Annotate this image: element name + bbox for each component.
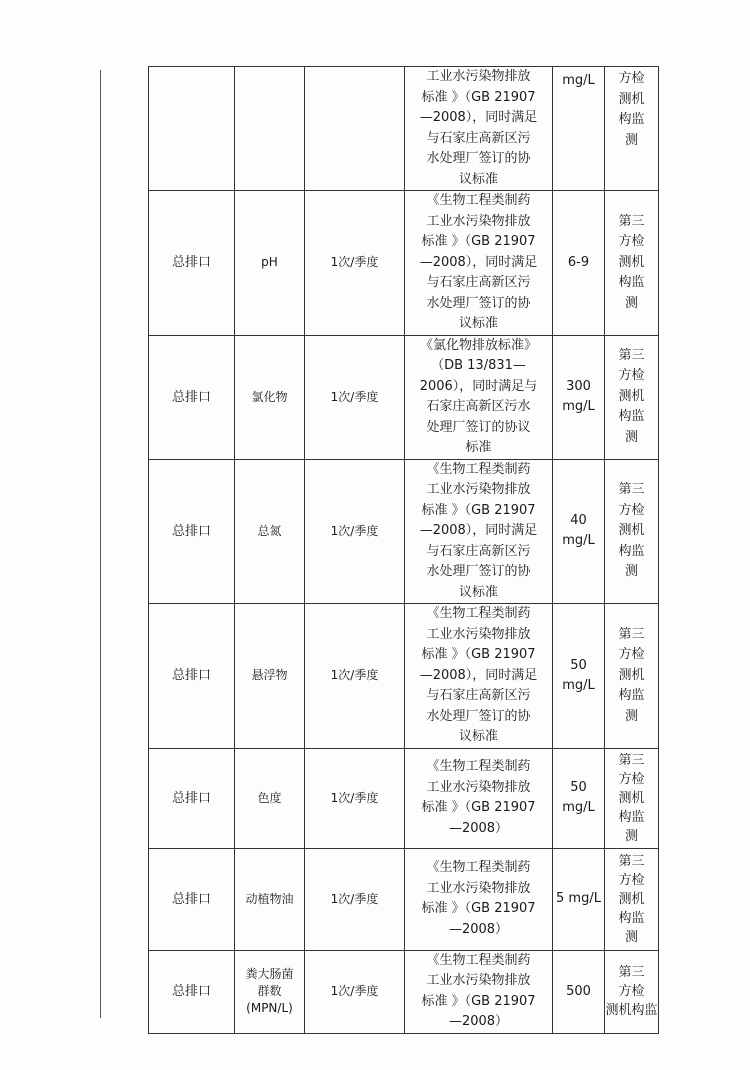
limit-cell: 500 xyxy=(553,950,605,1033)
table-row xyxy=(149,459,659,604)
method-cell: 第三 方检 测机 构监 测 xyxy=(605,191,659,336)
method-cell: 第三 方检 测机 构监 测 xyxy=(605,604,659,749)
outlet-cell: 总排口 xyxy=(149,459,235,604)
outlet-cell: 总排口 xyxy=(149,950,235,1033)
item-cell: 粪大肠菌 群数 (MPN/L) xyxy=(235,950,305,1033)
method-cell: 第三 方检 测机 构监 测 xyxy=(605,748,659,848)
limit-cell: 300 mg/L xyxy=(553,335,605,459)
limit-cell: mg/L xyxy=(553,67,605,191)
item-cell: 悬浮物 xyxy=(235,604,305,749)
outlet-cell: 总排口 xyxy=(149,748,235,848)
frequency-cell: 1次/季度 xyxy=(305,459,405,604)
standard-cell: 工业水污染物排放 标准 》（GB 21907 —2008），同时满足 与石家庄高新区污 水处理厂签订的协 议标准 xyxy=(405,67,553,191)
frequency-cell: 1次/季度 xyxy=(305,604,405,749)
outlet-cell: 总排口 xyxy=(149,191,235,336)
table-row xyxy=(149,67,659,191)
table-row xyxy=(149,335,659,459)
table-row xyxy=(149,848,659,950)
outlet-cell xyxy=(149,67,235,191)
standard-cell: 《生物工程类制药 工业水污染物排放 标准 》（GB 21907 —2008），同时满足 与石家庄高新区污 水处理厂签订的协 议标准 xyxy=(405,459,553,604)
frequency-cell: 1次/季度 xyxy=(305,335,405,459)
table-row xyxy=(149,748,659,848)
item-cell: 动植物油 xyxy=(235,848,305,950)
outlet-cell: 总排口 xyxy=(149,604,235,749)
method-cell: 第三 方检 测机 构监 测 xyxy=(605,335,659,459)
limit-cell: 50 mg/L xyxy=(553,604,605,749)
item-cell: 总氮 xyxy=(235,459,305,604)
standard-cell: 《生物工程类制药 工业水污染物排放 标准 》（GB 21907 —2008） xyxy=(405,848,553,950)
standard-cell: 《生物工程类制药 工业水污染物排放 标准 》（GB 21907 —2008），同时满足 与石家庄高新区污 水处理厂签订的协 议标准 xyxy=(405,604,553,749)
standard-cell: 《氯化物排放标准》 （DB 13/831— 2006），同时满足与 石家庄高新区污水 处理厂签订的协议 标准 xyxy=(405,335,553,459)
frequency-cell xyxy=(305,67,405,191)
method-cell: 第三 方检 测机 构监 测 xyxy=(605,848,659,950)
frequency-cell: 1次/季度 xyxy=(305,748,405,848)
outlet-cell: 总排口 xyxy=(149,848,235,950)
limit-cell: 5 mg/L xyxy=(553,848,605,950)
standard-cell: 《生物工程类制药 工业水污染物排放 标准 》（GB 21907 —2008） xyxy=(405,748,553,848)
method-cell: 第三 方检 测机 构监 测 xyxy=(605,459,659,604)
limit-cell: 40 mg/L xyxy=(553,459,605,604)
frequency-cell: 1次/季度 xyxy=(305,950,405,1033)
outlet-cell: 总排口 xyxy=(149,335,235,459)
item-cell: 氯化物 xyxy=(235,335,305,459)
binding-margin-line xyxy=(100,70,101,1018)
frequency-cell: 1次/季度 xyxy=(305,191,405,336)
item-cell: 色度 xyxy=(235,748,305,848)
standard-cell: 《生物工程类制药 工业水污染物排放 标准 》（GB 21907 —2008），同时满足 与石家庄高新区污 水处理厂签订的协 议标准 xyxy=(405,191,553,336)
table-row xyxy=(149,950,659,1033)
limit-cell: 6-9 xyxy=(553,191,605,336)
item-cell xyxy=(235,67,305,191)
limit-cell: 50 mg/L xyxy=(553,748,605,848)
table-row xyxy=(149,191,659,336)
item-cell: pH xyxy=(235,191,305,336)
method-cell: 第三 方检 测机构监 xyxy=(605,950,659,1033)
table-row xyxy=(149,604,659,749)
method-cell: 方检 测机 构监 测 xyxy=(605,67,659,191)
frequency-cell: 1次/季度 xyxy=(305,848,405,950)
standard-cell: 《生物工程类制药 工业水污染物排放 标准 》（GB 21907 —2008） xyxy=(405,950,553,1033)
monitoring-table xyxy=(148,66,659,1034)
